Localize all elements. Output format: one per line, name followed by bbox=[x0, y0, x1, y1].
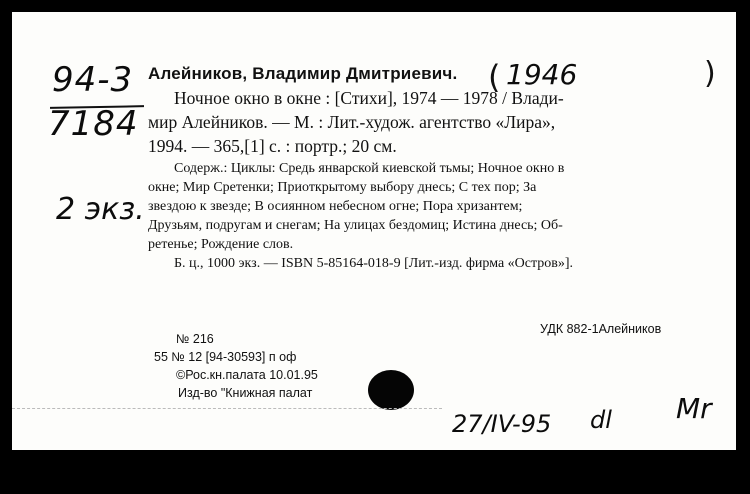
contents-line-2: окне; Мир Сретенки; Приоткрытому выбору днесь; С тех пор; За bbox=[148, 180, 537, 195]
title-line-2: мир Алейников. — М. : Лит.-худож. агентство «Лира», bbox=[148, 112, 556, 132]
ink-blot bbox=[368, 370, 414, 410]
title-line-1: Ночное окно в окне : [Стихи], 1974 — 1978 / Влади- bbox=[174, 88, 564, 108]
price-isbn-line: Б. ц., 1000 экз. — ISBN 5-85164-018-9 [Лит.-изд. фирма «Остров»]. bbox=[174, 256, 574, 271]
paren-close: ) bbox=[704, 56, 716, 91]
scan-noise-line bbox=[12, 408, 442, 410]
title-line-3: 1994. — 365,[1] с. : портр.; 20 см. bbox=[148, 136, 397, 156]
shelf-mark-top: 94-3 bbox=[52, 60, 134, 100]
copies-note: 2 экз. bbox=[56, 192, 145, 227]
record-line: 55 № 12 [94-30593] п оф bbox=[154, 350, 297, 364]
initials-note-2: Mr bbox=[676, 392, 712, 425]
author-heading: Алейников, Владимир Дмитриевич. bbox=[148, 64, 458, 83]
catalog-card bbox=[12, 12, 736, 450]
record-number: № 216 bbox=[176, 332, 214, 346]
initials-note-1: dl bbox=[590, 406, 612, 434]
contents-line-3: звездою к звезде; В осиянном небесном огне; Пора хризантем; bbox=[148, 199, 523, 214]
contents-line-1: Содерж.: Циклы: Средь январской киевской тьмы; Ночное окно в bbox=[174, 161, 565, 176]
date-note: 27/IV-95 bbox=[452, 410, 552, 438]
year-note: 1946 bbox=[506, 58, 578, 91]
udc-code: УДК 882-1Алейников bbox=[540, 322, 662, 336]
contents-line-5: ретенье; Рождение слов. bbox=[148, 237, 294, 252]
paren-open: ( bbox=[488, 58, 501, 96]
contents-line-4: Друзьям, подругам и снегам; На улицах бездомиц; Истина днесь; Об- bbox=[148, 218, 563, 233]
publisher-line: Изд-во "Книжная палат bbox=[178, 386, 313, 400]
copyright-line: ©Рос.кн.палата 10.01.95 bbox=[176, 368, 318, 382]
shelf-mark-bottom: 7184 bbox=[48, 104, 139, 144]
